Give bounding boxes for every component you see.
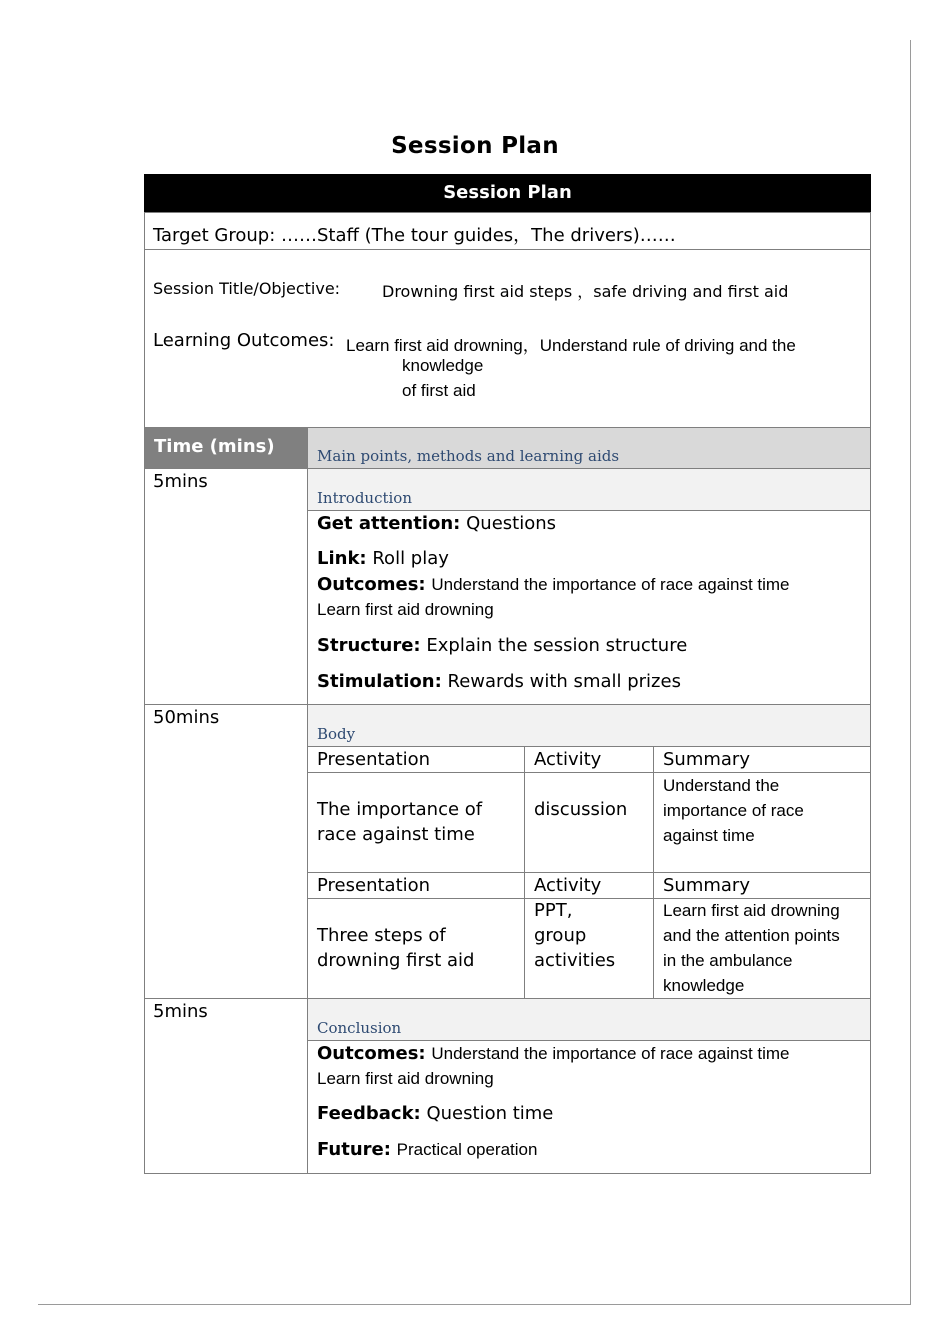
conclusion-time-cell (144, 998, 308, 1174)
feedback-label: Feedback: (317, 1103, 421, 1124)
introduction-time: 5mins (153, 471, 208, 492)
body-heading: Body (317, 725, 356, 743)
conclusion-heading-cell (307, 998, 871, 1041)
body-table (307, 746, 871, 999)
body-row2-activity: PPT, (534, 900, 573, 921)
structure-label: Structure: (317, 635, 421, 656)
future-label: Future: (317, 1139, 391, 1160)
body-table-divider (524, 747, 525, 999)
introduction-content-cell (307, 510, 871, 705)
body-header-presentation: Presentation (317, 749, 431, 770)
target-group-text: Target Group: ……Staff (The tour guides，The drivers)…… (153, 225, 676, 246)
body-row2-summary: knowledge (663, 976, 745, 995)
learning-outcomes-line: Learn first aid drowning，Understand rule of driving and the (346, 336, 796, 355)
future-value: Practical operation (396, 1140, 538, 1159)
body-time: 50mins (153, 707, 220, 728)
body-row1-summary: importance of race (663, 801, 804, 820)
body-header-activity: Activity (534, 749, 602, 770)
session-plan-header-band: Session Plan (144, 174, 871, 212)
get-attention-value: Questions (466, 513, 557, 534)
learning-outcomes-label: Learning Outcomes: (153, 330, 335, 351)
stimulation-label: Stimulation: (317, 671, 442, 692)
conclusion-time: 5mins (153, 1001, 208, 1022)
page-edge-bottom (38, 1304, 911, 1305)
body-header-presentation: Presentation (317, 875, 431, 896)
objective-outcomes-cell (144, 249, 871, 428)
link-value: Roll play (372, 548, 449, 569)
outcomes-line1: Understand the importance of race against time (431, 575, 790, 594)
outcomes-label: Outcomes: (317, 574, 426, 595)
target-group-row (144, 212, 871, 250)
body-header-summary: Summary (663, 749, 750, 770)
outcomes-line2: Learn first aid drowning (317, 600, 494, 619)
session-title-value: Drowning first aid steps ，safe driving and first aid (382, 282, 789, 301)
future-row (317, 1139, 537, 1160)
body-header-summary: Summary (663, 875, 750, 896)
body-row2-summary: and the attention points (663, 926, 840, 945)
main-points-header-text: Main points, methods and learning aids (317, 447, 620, 465)
outcomes-row (317, 574, 790, 595)
feedback-value: Question time (426, 1103, 554, 1124)
body-row2-summary: in the ambulance (663, 951, 793, 970)
conclusion-outcomes-label: Outcomes: (317, 1043, 426, 1064)
body-row2-activity: activities (534, 950, 616, 971)
body-table-divider (308, 898, 871, 899)
body-row1-presentation: The importance of (317, 799, 483, 820)
conclusion-heading: Conclusion (317, 1019, 402, 1037)
body-row2-presentation: Three steps of (317, 925, 446, 946)
body-row1-presentation: race against time (317, 824, 475, 845)
conclusion-outcomes-line2: Learn first aid drowning (317, 1069, 494, 1088)
stimulation-row (317, 671, 681, 692)
get-attention-label: Get attention: (317, 513, 461, 534)
body-row1-summary: Understand the (663, 776, 780, 795)
body-header-activity: Activity (534, 875, 602, 896)
introduction-time-cell (144, 468, 308, 705)
stimulation-value: Rewards with small prizes (447, 671, 681, 692)
page-edge-right (910, 40, 911, 1305)
body-row2-summary: Learn first aid drowning (663, 901, 840, 920)
link-label: Link: (317, 548, 367, 569)
introduction-heading: Introduction (317, 489, 412, 507)
learning-outcomes-line: of first aid (402, 381, 476, 400)
feedback-row (317, 1103, 553, 1124)
learning-outcomes-line: knowledge (402, 356, 484, 375)
body-row2-activity: group (534, 925, 587, 946)
body-row2-presentation: drowning first aid (317, 950, 475, 971)
conclusion-outcomes-row (317, 1043, 790, 1064)
introduction-heading-cell (307, 468, 871, 511)
get-attention-row (317, 513, 556, 534)
session-title-label: Session Title/Objective: (153, 279, 341, 298)
link-row (317, 548, 449, 569)
structure-value: Explain the session structure (426, 635, 688, 656)
body-row1-activity: discussion (534, 799, 628, 820)
body-table-divider (308, 872, 871, 873)
body-heading-cell (307, 704, 871, 747)
body-time-cell (144, 704, 308, 999)
body-table-divider (308, 772, 871, 773)
body-table-divider (653, 747, 654, 999)
conclusion-outcomes-line1: Understand the importance of race against time (431, 1044, 790, 1063)
time-column-header: Time (mins) (144, 427, 308, 469)
document-title: Session Plan (391, 133, 559, 159)
body-row1-summary: against time (663, 826, 755, 845)
main-points-column-header (307, 427, 871, 469)
structure-row (317, 635, 687, 656)
conclusion-content-cell (307, 1040, 871, 1174)
